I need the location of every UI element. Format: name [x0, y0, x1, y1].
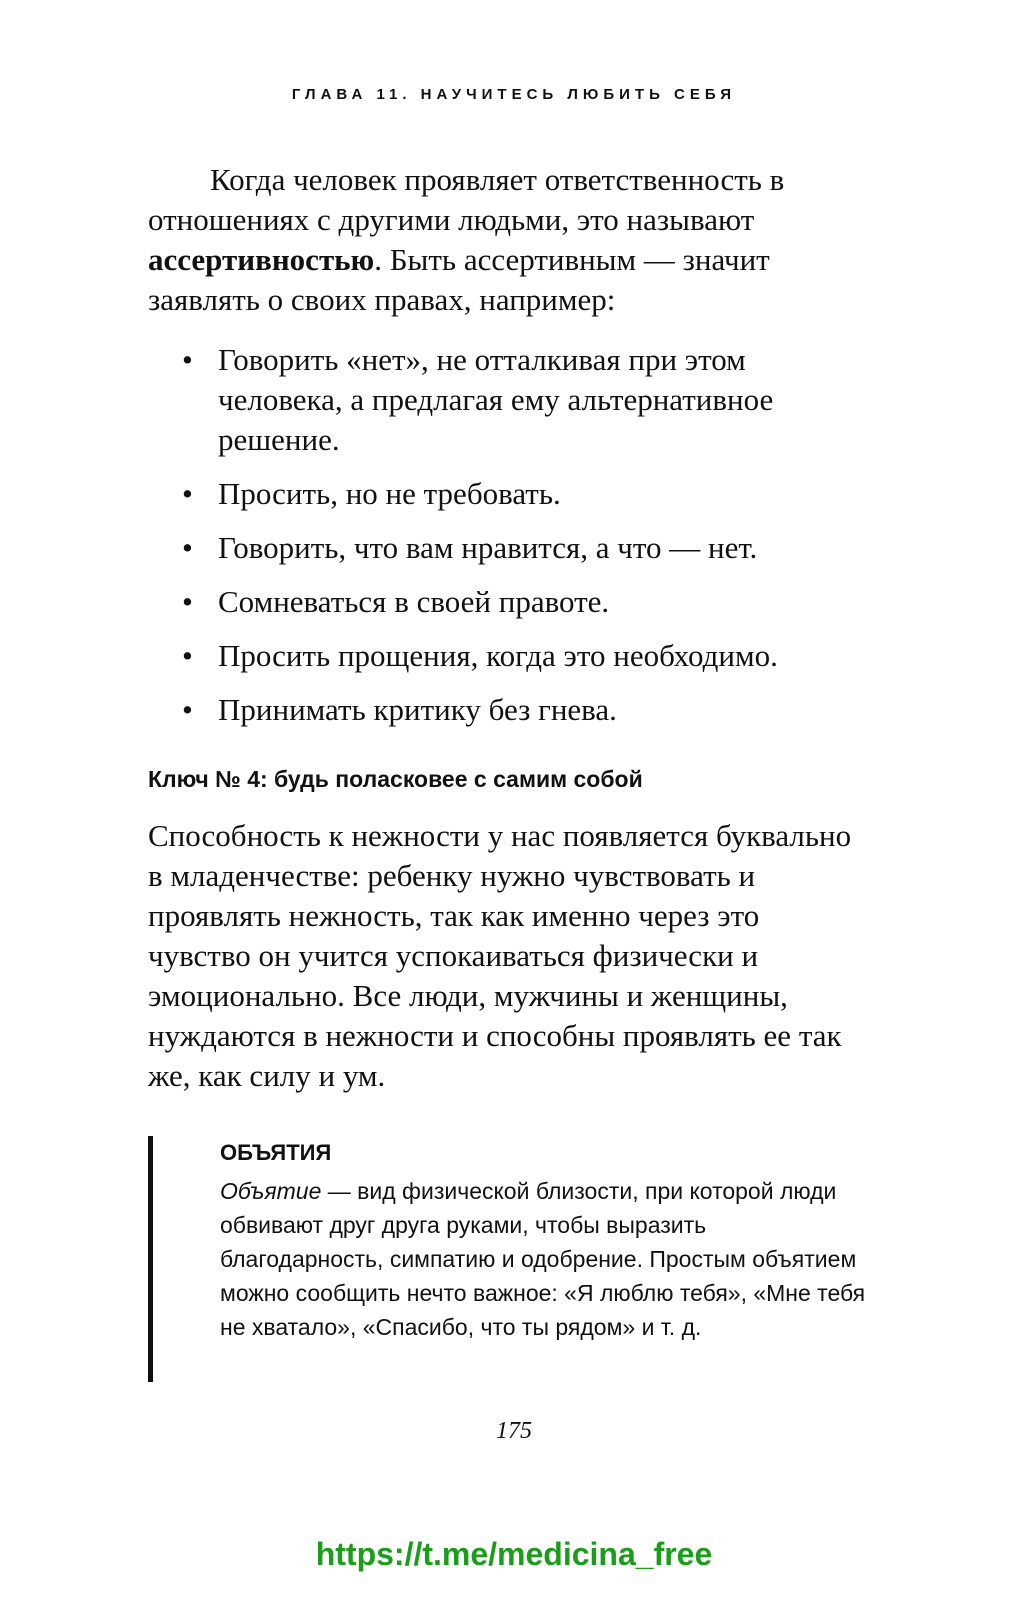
list-item — [148, 690, 868, 730]
telegram-link[interactable]: https://t.me/medicina_free — [315, 1536, 713, 1572]
section-paragraph: Способность к нежности у нас появляется буквально в младенчестве: ребенку нужно чувствовать и проявлять нежность, так как именно через это чувство он учится успокаиваться физически и эмоционально. Все люди, мужчины и женщины, нуждаются в нежности и способны проявлять ее так же, как силу и ум. — [148, 818, 852, 1093]
intro-paragraph — [148, 160, 868, 320]
bullet-marker: • — [182, 584, 193, 619]
list-item-text: Сомневаться в своей правоте. — [218, 584, 610, 619]
list-item-text: Говорить, что вам нравится, а что — нет. — [218, 530, 758, 565]
sidebar-title: ОБЪЯТИЯ — [220, 1140, 332, 1165]
bullet-marker: • — [182, 692, 193, 727]
bullet-list — [148, 340, 868, 744]
list-item — [148, 636, 868, 676]
sidebar-text — [220, 1174, 866, 1344]
list-item-text: Принимать критику без гнева. — [218, 692, 617, 727]
intro-text-after: . Быть ассертивным — значит заявлять о своих правах, например: — [148, 242, 770, 317]
list-item-text: Просить, но не требовать. — [218, 476, 561, 511]
bullet-marker: • — [182, 638, 193, 673]
sidebar-rule — [148, 1136, 153, 1382]
bullet-marker: • — [182, 342, 193, 377]
intro-text-before: Когда человек проявляет ответственность в отношениях с другими людьми, это называют — [148, 162, 785, 237]
section-heading: Ключ № 4: будь поласковее с самим собой — [148, 766, 643, 792]
sidebar-box — [148, 1136, 868, 1382]
list-item — [148, 582, 868, 622]
bullet-marker: • — [182, 476, 193, 511]
bold-term: ассертивностью — [148, 242, 375, 277]
list-item — [148, 474, 868, 514]
list-item — [148, 528, 868, 568]
page-number: 175 — [496, 1418, 532, 1444]
list-item-text: Просить прощения, когда это необходимо. — [218, 638, 778, 673]
bullet-marker: • — [182, 530, 193, 565]
sidebar-definition: — вид физической близости, при которой люди обвивают друг друга руками, чтобы выразить благодарность, симпатию и одобрение. Простым объятием можно сообщить нечто важное: «Я люблю тебя», «Мне тебя не хватало», «Спасибо, что ты рядом» и т. д. — [220, 1178, 866, 1340]
list-item — [148, 340, 868, 460]
running-head: ГЛАВА 11. НАУЧИТЕСЬ ЛЮБИТЬ СЕБЯ — [291, 86, 737, 103]
list-item-text: Говорить «нет», не отталкивая при этом человека, а предлагая ему альтернативное решение. — [218, 342, 774, 457]
sidebar-term: Объятие — [220, 1178, 322, 1204]
